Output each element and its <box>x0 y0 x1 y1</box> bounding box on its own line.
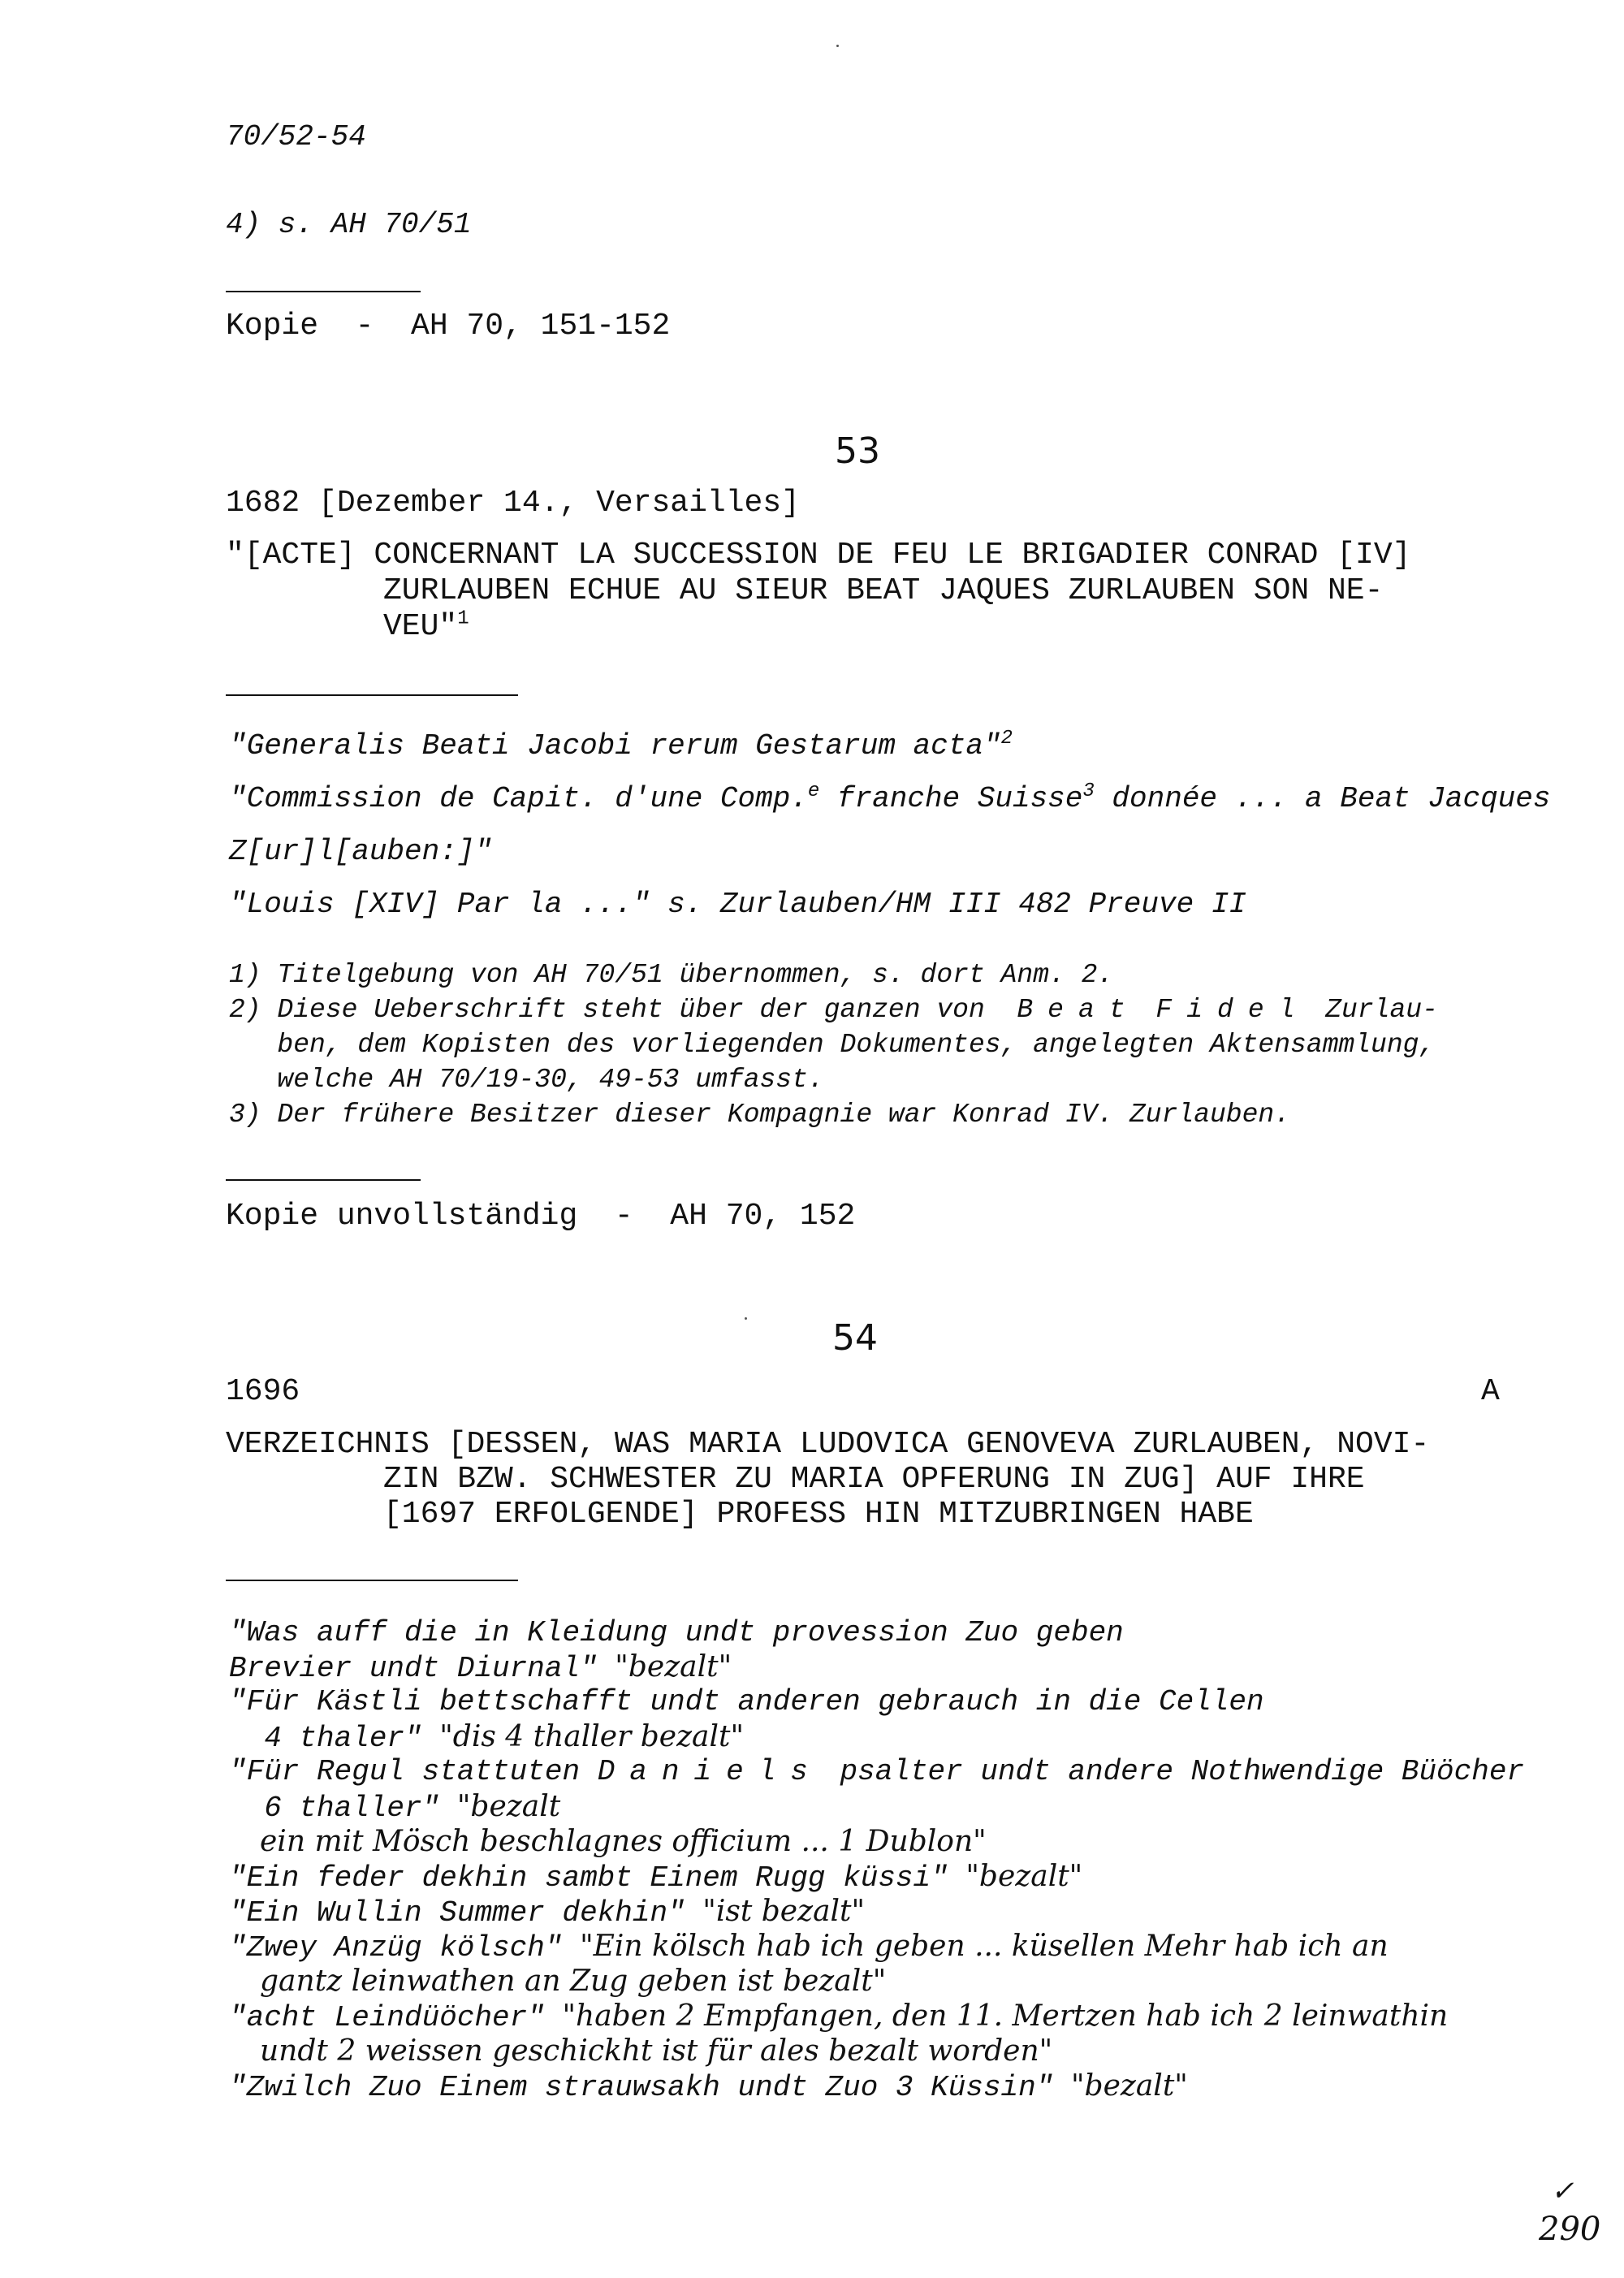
handwritten-note: "bezalt" <box>1070 2069 1188 2103</box>
document-number-54: 54 <box>832 1317 878 1359</box>
quote-generalis: "Generalis Beati Jacobi rerum Gestarum acta"$^2$ <box>229 728 1013 763</box>
quote-commission-cont: Z[ur]l[auben:]" <box>229 835 493 868</box>
entry-line: "Zwey Anzüg kölsch" "Ein kölsch hab ich geben ... küsellen Mehr hab ich an <box>229 1930 1389 1965</box>
entry-line: "Was auff die in Kleidung undt provession Zuo geben <box>229 1616 1124 1649</box>
document-title-53-line3: VEU"$^1$ <box>383 607 469 644</box>
handwritten-note: undt 2 weissen geschickht ist für ales bezalt worden" <box>260 2034 1053 2068</box>
document-marker: A <box>1481 1374 1500 1409</box>
divider <box>226 694 518 696</box>
title-footnote-ref: 1 <box>457 607 469 630</box>
quote-commission: "Commission de Capit. d'une Comp.$^e$ franche Suisse$^3$ donnée ... a Beat Jacques <box>229 780 1551 815</box>
handwritten-note: "bezalt" <box>615 1650 732 1684</box>
entry-line: 6 thaller" "bezalt <box>229 1790 561 1825</box>
page-reference: 70/52-54 <box>226 120 366 153</box>
scan-speck <box>836 45 839 47</box>
superscript-e: e <box>807 780 820 802</box>
handwritten-note: ein mit Mösch beschlagnes officium ... 1 Dublon" <box>260 1825 987 1858</box>
scan-speck <box>745 1317 747 1320</box>
entry-line: 4 thaler" "dis 4 thaller bezalt" <box>229 1720 745 1755</box>
document-title-54-line2: ZIN BZW. SCHWESTER ZU MARIA OPFERUNG IN ZUG] AUF IHRE <box>383 1462 1365 1497</box>
quote-louis: "Louis [XIV] Par la ..." s. Zurlauben/HM III 482 Preuve II <box>229 888 1247 921</box>
divider <box>226 1580 518 1581</box>
footnote-1: 1) Titelgebung von AH 70/51 übernommen, s. dort Anm. 2. <box>229 960 1114 990</box>
footnote-3: 3) Der frühere Besitzer dieser Kompagnie war Konrad IV. Zurlauben. <box>229 1100 1291 1130</box>
entry-line: "acht Leindüöcher" "haben 2 Empfangen, den 11. Mertzen hab ich 2 leinwathin <box>229 1999 1449 2034</box>
handwritten-note: "ist bezalt" <box>702 1895 866 1928</box>
entry-line: Brevier undt Diurnal" "bezalt" <box>229 1650 732 1685</box>
footnote-2-line1: 2) Diese Ueberschrift steht über der ganzen von Beat Fidel Zurlau- <box>229 995 1438 1025</box>
handwritten-note: gantz leinwathen an Zug geben ist bezalt" <box>260 1965 887 1998</box>
footnote-ref-2: 2 <box>1000 728 1013 750</box>
footnote-2-line2: ben, dem Kopisten des vorliegenden Dokumentes, angelegten Aktensammlung, <box>229 1030 1436 1060</box>
entry-line: "Zwilch Zuo Einem strauwsakh undt Zuo 3 Küssin" "bezalt" <box>229 2069 1188 2104</box>
document-number-53: 53 <box>835 430 880 472</box>
folio-number: 290 <box>1539 2211 1601 2248</box>
document-title-53-line1: "[ACTE] CONCERNANT LA SUCCESSION DE FEU LE BRIGADIER CONRAD [IV] <box>226 538 1411 573</box>
entry-line: "Für Regul stattuten Daniels psalter undt andere Nothwendige Büöcher <box>229 1755 1525 1788</box>
document-title-53-line2: ZURLAUBEN ECHUE AU SIEUR BEAT JAQUES ZURLAUBEN SON NE- <box>383 573 1384 608</box>
checkmark-icon: ✓ <box>1551 2175 1574 2207</box>
document-title-54-line1: VERZEICHNIS [DESSEN, WAS MARIA LUDOVICA GENOVEVA ZURLAUBEN, NOVI- <box>226 1427 1430 1462</box>
entry-line: "Ein Wullin Summer dekhin" "ist bezalt" <box>229 1895 866 1930</box>
copy-note-prev: Kopie - AH 70, 151-152 <box>226 309 671 344</box>
copy-note-53: Kopie unvollständig - AH 70, 152 <box>226 1199 856 1234</box>
footnote-4: 4) s. AH 70/51 <box>226 208 472 241</box>
footnote-ref-3: 3 <box>1082 780 1095 802</box>
handwritten-note: "haben 2 Empfangen, den 11. Mertzen hab ich 2 leinwathin <box>562 1999 1449 2033</box>
handwritten-note: "bezalt" <box>965 1860 1083 1893</box>
divider <box>226 291 421 292</box>
document-date-54: 1696 <box>226 1374 300 1409</box>
footnote-2-line3: welche AH 70/19-30, 49-53 umfasst. <box>229 1065 824 1095</box>
document-title-54-line3: [1697 ERFOLGENDE] PROFESS HIN MITZUBRINGEN HABE <box>383 1497 1254 1532</box>
entry-line: "Ein feder dekhin sambt Einem Rugg küssi" "bezalt" <box>229 1860 1083 1895</box>
handwritten-note: "Ein kölsch hab ich geben ... küsellen Mehr hab ich an <box>580 1930 1389 1963</box>
divider <box>226 1179 421 1181</box>
handwritten-note: "bezalt <box>456 1790 561 1823</box>
entry-line: "Für Kästli bettschafft undt anderen gebrauch in die Cellen <box>229 1685 1264 1718</box>
handwritten-note: "dis 4 thaller bezalt" <box>439 1720 745 1753</box>
document-date-53: 1682 [Dezember 14., Versailles] <box>226 486 800 521</box>
